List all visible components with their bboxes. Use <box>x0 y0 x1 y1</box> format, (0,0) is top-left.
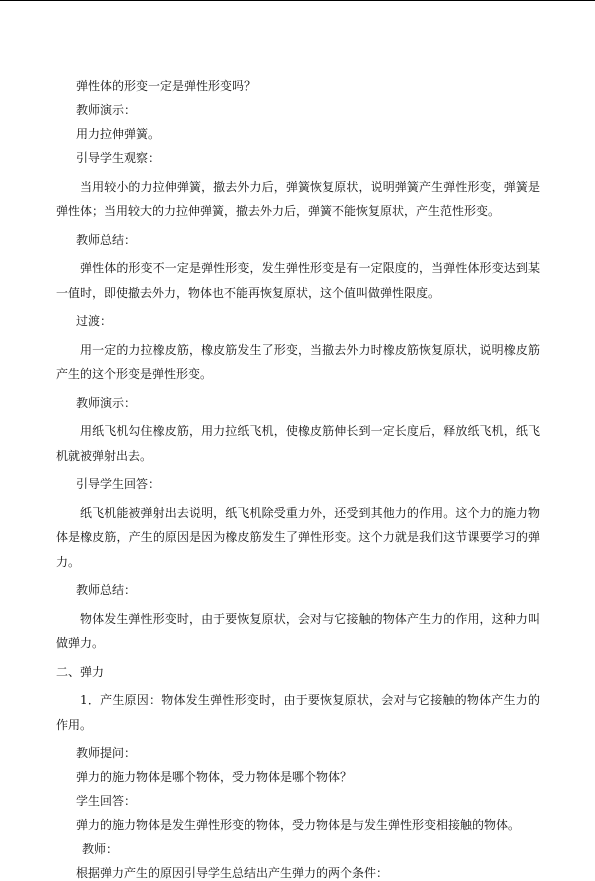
answer-force-objects: 弹力的施力物体是发生弹性形变的物体，受力物体是与发生弹性形变相接触的物体。 <box>76 818 521 832</box>
label-guide-answer: 引导学生回答： <box>76 477 161 491</box>
label-student-answer: 学生回答： <box>76 794 137 808</box>
document-body <box>56 78 540 881</box>
paragraph-cause: 1．产生原因：物体发生弹性形变时，由于要恢复原状，会对与它接触的物体产生力的作用。 <box>56 693 540 732</box>
demo-stretch-spring: 用力拉伸弹簧。 <box>76 127 161 141</box>
label-teacher-demo-2: 教师演示： <box>76 395 137 410</box>
paragraph-two-conditions: 根据弹力产生的原因引导学生总结出产生弹力的两个条件： <box>76 866 389 880</box>
paragraph-paper-plane-demo: 用纸飞机勾住橡皮筋，用力拉纸飞机，使橡皮筋伸长到一定长度后，释放纸飞机，纸飞机就被弹射出去。 <box>56 424 540 463</box>
label-guide-observe: 引导学生观察： <box>76 151 161 165</box>
paragraph-elastic-force-definition: 物体发生弹性形变时，由于要恢复原状，会对与它接触的物体产生力的作用，这种力叫做弹力。 <box>56 611 540 650</box>
label-teacher-summary-2: 教师总结： <box>76 583 137 597</box>
label-teacher-demo: 教师演示： <box>76 103 137 117</box>
paragraph-elastic-limit: 弹性体的形变不一定是弹性形变，发生弹性形变是有一定限度的，当弹性体形变达到某一值时，即使撤去外力，物体也不能再恢复原状，这个值叫做弹性限度。 <box>56 261 540 300</box>
label-teacher-question: 教师提问： <box>76 746 137 760</box>
paragraph-spring-observation: 当用较小的力拉伸弹簧，撤去外力后，弹簧恢复原状，说明弹簧产生弹性形变，弹簧是弹性体；当用较大的力拉伸弹簧，撤去外力后，弹簧不能恢复原状，产生范性形变。 <box>56 179 540 218</box>
top-border-line <box>0 0 595 1</box>
question-elastic-deformation: 弹性体的形变一定是弹性形变吗？ <box>76 79 257 93</box>
question-force-objects: 弹力的施力物体是哪个物体，受力物体是哪个物体？ <box>76 770 353 784</box>
label-teacher-summary: 教师总结： <box>76 232 137 247</box>
section-heading-elastic-force: 二、弹力 <box>56 664 105 679</box>
paragraph-rubber-band: 用一定的力拉橡皮筋，橡皮筋发生了形变，当撤去外力时橡皮筋恢复原状，说明橡皮筋产生的这个形变是弹性形变。 <box>56 342 540 381</box>
paragraph-paper-plane-explanation: 纸飞机能被弹射出去说明，纸飞机除受重力外，还受到其他力的作用。这个力的施力物体是橡皮筋，产生的原因是因为橡皮筋发生了弹性形变。这个力就是我们这节课要学习的弹力。 <box>56 505 540 569</box>
label-teacher: 教师： <box>82 842 119 856</box>
label-transition: 过渡： <box>76 314 113 328</box>
